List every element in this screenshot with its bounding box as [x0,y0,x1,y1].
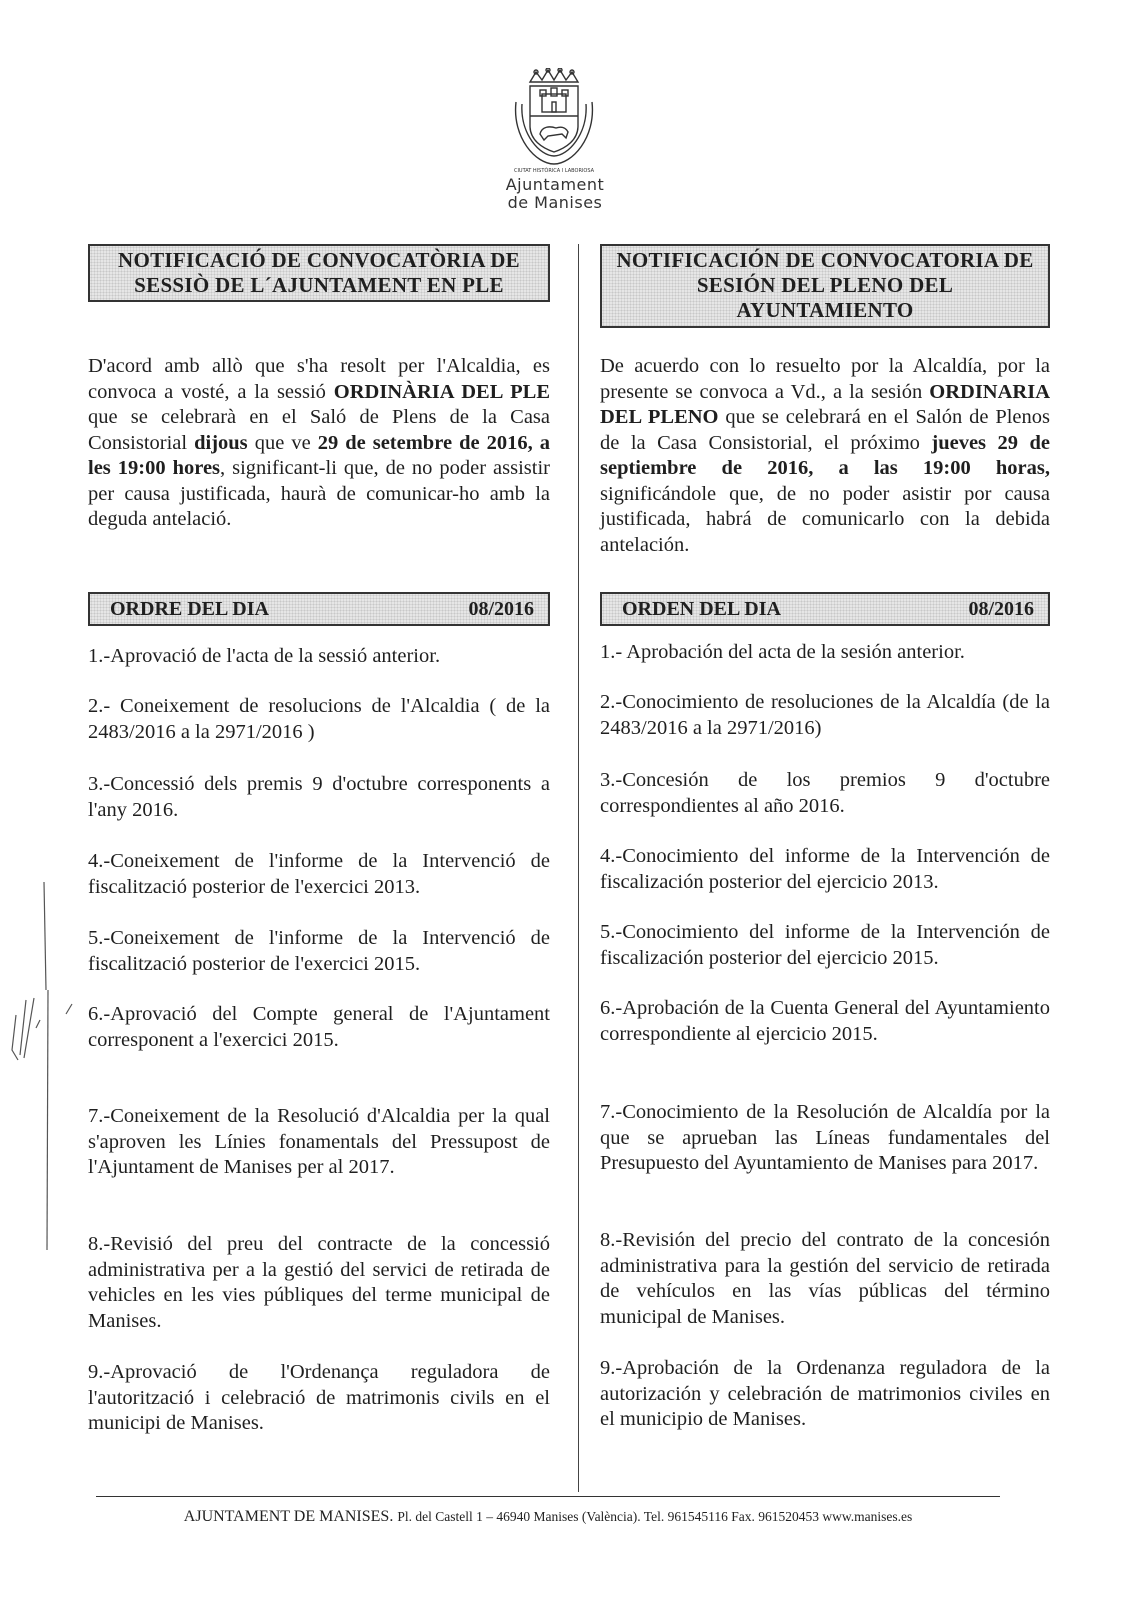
agenda-item: 5.-Conocimiento del informe de la Intervención de fiscalización posterior del ejercicio 2015. [600,921,1050,969]
spanish-order-header [600,592,1050,626]
spanish-column [600,244,1050,1430]
agenda-item: 4.-Conocimiento del informe de la Intervención de fiscalización posterior del ejercicio 2013. [600,845,1050,893]
agenda-item: 3.-Concessió dels premis 9 d'octubre corresponents a l'any 2016. [88,773,550,821]
agenda-item: 7.-Conocimiento de la Resolución de Alcaldía por la que se aprueban las Líneas fundamentales del Presupuesto del Ayuntamiento de Manises para 2017. [600,1101,1050,1174]
catalan-column [88,244,550,1434]
column-divider [578,244,579,1492]
order-title: ORDEN DEL DIA [622,598,781,620]
coat-of-arms-logo [506,68,602,176]
catalan-order-header [88,592,550,626]
agenda-item: 5.-Coneixement de l'informe de la Intervenció de fiscalització posterior de l'exercici 2015. [88,927,550,975]
footer [96,1508,1000,1526]
footer-details: Pl. del Castell 1 – 46940 Manises (València). Tel. 961545116 Fax. 961520453 www.manises.es [397,1509,913,1524]
footer-rule [96,1496,1000,1497]
agenda-item: 1.-Aprovació de l'acta de la sessió anterior. [88,645,441,667]
handwritten-margin-marks [10,880,80,1250]
spanish-title: NOTIFICACIÓN DE CONVOCATORIA DE SESIÓN DEL PLENO DEL AYUNTAMIENTO [600,244,1050,328]
catalan-title: NOTIFICACIÓ DE CONVOCATÒRIA DE SESSIÒ DE L´AJUNTAMENT EN PLE [88,244,550,302]
order-title: ORDRE DEL DIA [110,598,269,620]
agenda-item: 9.-Aprobación de la Ordenanza reguladora de la autorización y celebración de matrimonios civiles en el municipio de Manises. [600,1357,1050,1430]
agenda-item: 9.-Aprovació de l'Ordenança reguladora de l'autorització i celebració de matrimonis civils en el municipi de Manises. [88,1361,550,1434]
agenda-item: 2.- Coneixement de resolucions de l'Alcaldia ( de la 2483/2016 a la 2971/2016 ) [88,695,550,743]
agenda-item: 7.-Coneixement de la Resolució d'Alcaldia per la qual s'aproven les Línies fonamentals del Pressupost de l'Ajuntament de Manises per al 2017. [88,1105,550,1178]
agenda-item: 1.- Aprobación del acta de la sesión anterior. [600,641,965,663]
agenda-item: 6.-Aprobación de la Cuenta General del Ayuntamiento correspondiente al ejercicio 2015. [600,997,1050,1045]
agenda-item: 2.-Conocimiento de resoluciones de la Alcaldía (de la 2483/2016 a la 2971/2016) [600,691,1050,739]
org-line-1: Ajuntament [505,175,605,194]
agenda-item: 8.-Revisión del precio del contrato de la concesión administrativa para la gestión del servicio de retirada de vehículos en las vías públicas del término municipal de Manises. [600,1229,1050,1328]
spanish-intro: De acuerdo con lo resuelto por la Alcaldía, por la presente se convoca a Vd., a la sesión ORDINARIA DEL PLENO que se celebrará en el Salón de Plenos de la Casa Consistorial, el próximo jueves 29 de septiembre de 2016, a las 19:00 horas, significándole que, de no poder asistir por causa justificada, habrá de comunicarlo con la debida antelación. [600,355,1050,556]
order-number: 08/2016 [468,598,534,620]
footer-name: AJUNTAMENT DE MANISES. [183,1508,394,1525]
organization-name [470,176,640,212]
agenda-item: 8.-Revisió del preu del contracte de la concessió administrativa per a la gestió del servici de retirada de vehicles en les vies públiques del terme municipal de Manises. [88,1233,550,1332]
agenda-item: 6.-Aprovació del Compte general de l'Ajuntament corresponent a l'exercici 2015. [88,1003,550,1051]
agenda-item: 3.-Concesión de los premios 9 d'octubre correspondientes al año 2016. [600,769,1050,817]
order-number: 08/2016 [968,598,1034,620]
logo-motto: CIUTAT HISTÒRICA I LABORIOSA [513,168,595,174]
catalan-intro: D'acord amb allò que s'ha resolt per l'Alcaldia, es convoca a vosté, a la sessió ORDINÀRIA DEL PLE que se celebrarà en el Saló de Plens de la Casa Consistorial dijous que ve 29 de setembre de 2016, a les 19:00 hores, significant-li que, de no poder assistir per causa justificada, haurà de comunicar-ho amb la deguda antelació. [88,355,550,530]
agenda-item: 4.-Coneixement de l'informe de la Intervenció de fiscalització posterior de l'exercici 2013. [88,850,550,898]
org-line-2: de Manises [507,193,603,212]
